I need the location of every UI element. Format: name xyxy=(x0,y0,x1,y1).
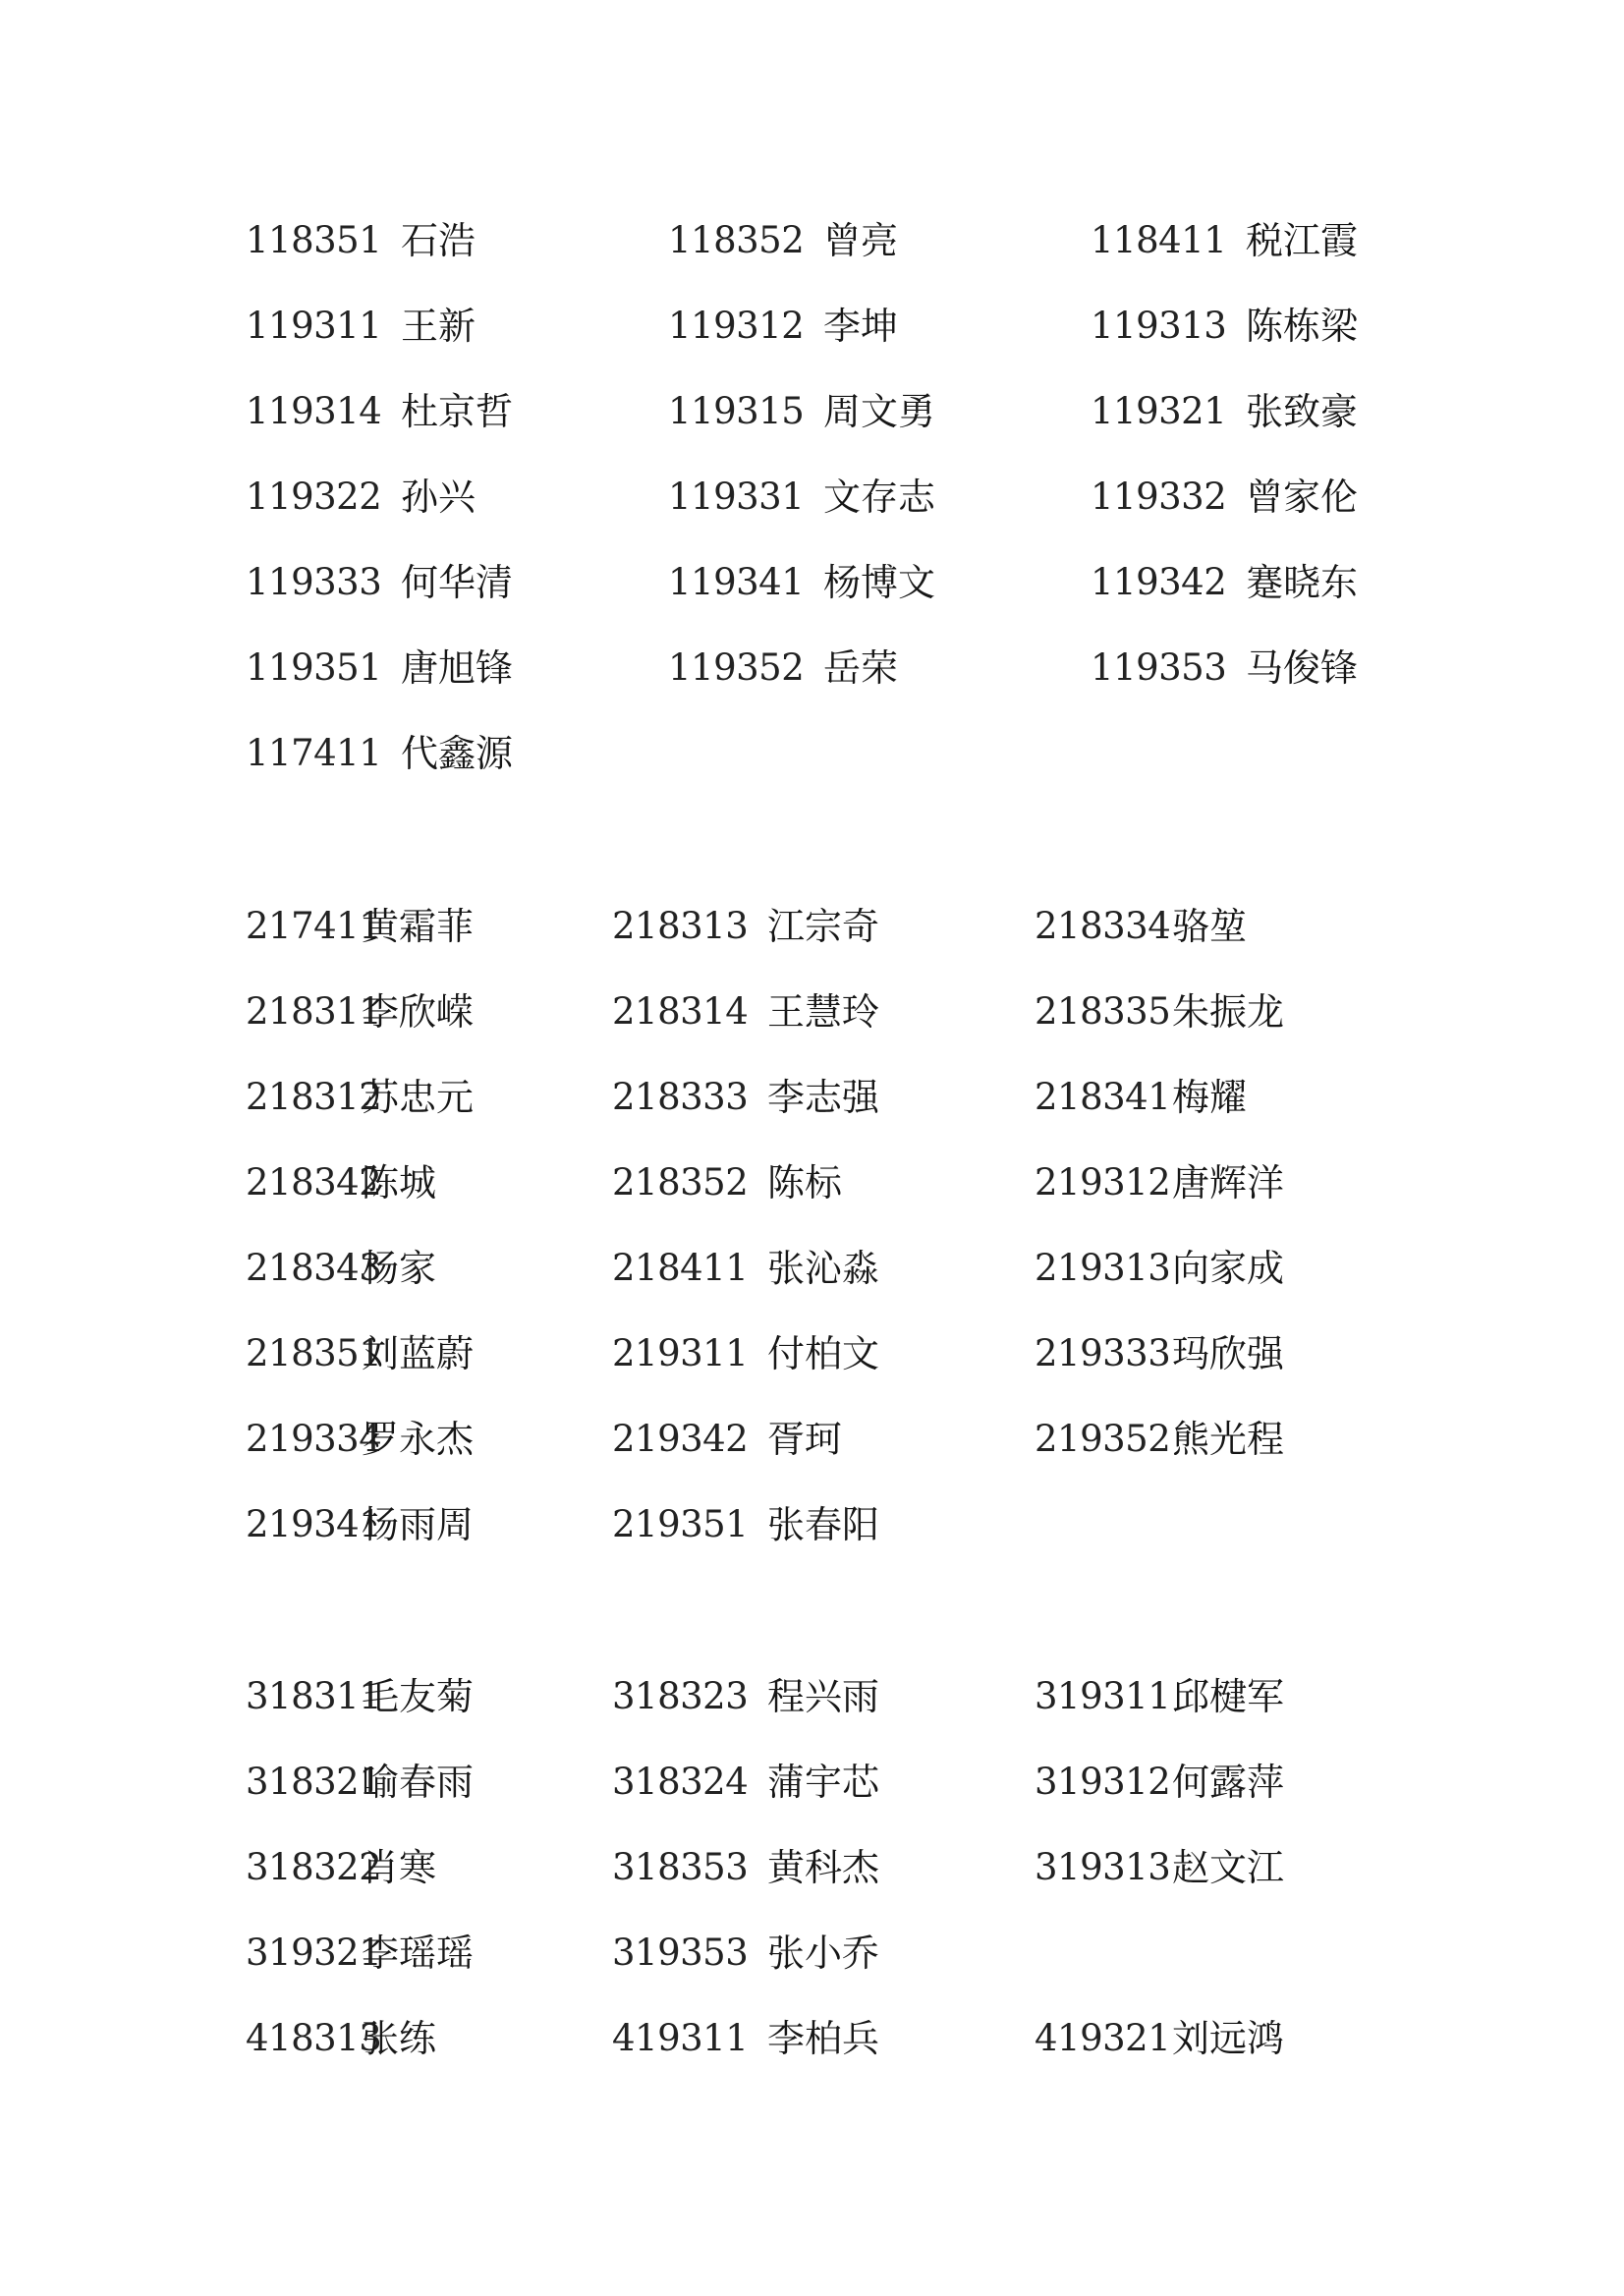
student-name: 张致豪 xyxy=(1246,390,1359,433)
student-code: 119311 xyxy=(246,305,382,347)
student-name: 李瑶瑶 xyxy=(362,1932,475,1975)
student-name: 代鑫源 xyxy=(401,732,514,775)
student-code: 319353 xyxy=(612,1932,749,1974)
student-name: 陈城 xyxy=(362,1161,437,1204)
student-name: 唐旭锋 xyxy=(401,646,514,690)
student-name: 王慧玲 xyxy=(767,990,880,1034)
student-name: 胥珂 xyxy=(767,1418,843,1461)
student-name: 付柏文 xyxy=(767,1332,880,1375)
student-name: 张春阳 xyxy=(767,1503,880,1546)
student-name: 张小乔 xyxy=(767,1932,880,1975)
student-code: 218314 xyxy=(612,990,749,1033)
student-code: 219333 xyxy=(1035,1332,1171,1374)
student-name: 蹇晓东 xyxy=(1246,561,1359,604)
student-name: 陈标 xyxy=(767,1161,843,1204)
student-name: 肖寒 xyxy=(362,1846,437,1889)
student-name: 黄霜菲 xyxy=(362,905,475,948)
student-code: 119322 xyxy=(246,476,382,518)
student-code: 117411 xyxy=(246,732,382,774)
student-name: 刘蓝蔚 xyxy=(362,1332,475,1375)
student-name: 唐辉洋 xyxy=(1172,1161,1285,1204)
student-code: 218335 xyxy=(1035,990,1171,1033)
student-name: 蒲宇芯 xyxy=(767,1761,880,1804)
student-code: 219351 xyxy=(612,1503,749,1545)
student-code: 218411 xyxy=(612,1247,749,1289)
student-name: 刘远鸿 xyxy=(1172,2017,1285,2060)
student-name: 玛欣强 xyxy=(1172,1332,1285,1375)
student-name: 马俊锋 xyxy=(1246,646,1359,690)
student-name: 熊光程 xyxy=(1172,1418,1285,1461)
student-code: 319312 xyxy=(1035,1761,1171,1803)
student-code: 119312 xyxy=(668,305,805,347)
student-code: 118351 xyxy=(246,219,382,261)
student-code: 419321 xyxy=(1035,2017,1171,2059)
student-name: 税江霞 xyxy=(1246,219,1359,262)
student-name: 朱振龙 xyxy=(1172,990,1285,1034)
student-code: 119315 xyxy=(668,390,805,432)
student-code: 119353 xyxy=(1091,646,1227,689)
student-code: 119351 xyxy=(246,646,382,689)
student-code: 419311 xyxy=(612,2017,749,2059)
student-code: 119342 xyxy=(1091,561,1227,603)
student-code: 318321 xyxy=(246,1761,382,1803)
student-code: 119321 xyxy=(1091,390,1227,432)
student-name: 骆堃 xyxy=(1172,905,1248,948)
student-name: 杨雨周 xyxy=(362,1503,475,1546)
student-name: 文存志 xyxy=(823,476,936,519)
student-name: 赵文江 xyxy=(1172,1846,1285,1889)
student-name: 何露萍 xyxy=(1172,1761,1285,1804)
student-code: 118352 xyxy=(668,219,805,261)
student-name: 喻春雨 xyxy=(362,1761,475,1804)
student-code: 318324 xyxy=(612,1761,749,1803)
student-code: 219341 xyxy=(246,1503,382,1545)
student-name: 程兴雨 xyxy=(767,1675,880,1718)
student-name: 苏忠元 xyxy=(362,1076,475,1119)
student-code: 218311 xyxy=(246,990,382,1033)
student-code: 318323 xyxy=(612,1675,749,1717)
student-code: 119341 xyxy=(668,561,805,603)
student-code: 218313 xyxy=(612,905,749,947)
student-code: 218312 xyxy=(246,1076,382,1118)
student-code: 219313 xyxy=(1035,1247,1171,1289)
student-name: 江宗奇 xyxy=(767,905,880,948)
student-code: 219312 xyxy=(1035,1161,1171,1204)
student-code: 119333 xyxy=(246,561,382,603)
student-name: 岳荣 xyxy=(823,646,899,690)
student-code: 119331 xyxy=(668,476,805,518)
student-name: 李志强 xyxy=(767,1076,880,1119)
student-name: 罗永杰 xyxy=(362,1418,475,1461)
student-name: 李柏兵 xyxy=(767,2017,880,2060)
student-code: 219334 xyxy=(246,1418,382,1460)
student-code: 219311 xyxy=(612,1332,749,1374)
student-code: 218341 xyxy=(1035,1076,1171,1118)
student-code: 119313 xyxy=(1091,305,1227,347)
student-name: 梅耀 xyxy=(1172,1076,1248,1119)
student-code: 418313 xyxy=(246,2017,382,2059)
student-name: 黄科杰 xyxy=(767,1846,880,1889)
student-name: 杨博文 xyxy=(823,561,936,604)
student-code: 118411 xyxy=(1091,219,1227,261)
student-name: 李欣嵘 xyxy=(362,990,475,1034)
student-code: 217411 xyxy=(246,905,382,947)
student-code: 119332 xyxy=(1091,476,1227,518)
student-code: 319321 xyxy=(246,1932,382,1974)
student-code: 219352 xyxy=(1035,1418,1171,1460)
student-name: 陈栋梁 xyxy=(1246,305,1359,348)
student-code: 119314 xyxy=(246,390,382,432)
student-name: 杜京哲 xyxy=(401,390,514,433)
student-code: 218342 xyxy=(246,1161,382,1204)
student-code: 218351 xyxy=(246,1332,382,1374)
student-code: 318353 xyxy=(612,1846,749,1888)
student-name: 杨家 xyxy=(362,1247,437,1290)
student-name: 曾家伦 xyxy=(1246,476,1359,519)
student-code: 218352 xyxy=(612,1161,749,1204)
student-code: 319313 xyxy=(1035,1846,1171,1888)
student-name: 石浩 xyxy=(401,219,476,262)
student-name: 王新 xyxy=(401,305,476,348)
student-name: 李坤 xyxy=(823,305,899,348)
student-code: 318311 xyxy=(246,1675,382,1717)
student-name: 邱楗军 xyxy=(1172,1675,1285,1718)
student-code: 218343 xyxy=(246,1247,382,1289)
student-name: 孙兴 xyxy=(401,476,476,519)
student-name: 毛友菊 xyxy=(362,1675,475,1718)
student-name: 周文勇 xyxy=(823,390,936,433)
student-name: 曾亮 xyxy=(823,219,899,262)
student-name: 何华清 xyxy=(401,561,514,604)
student-code: 318322 xyxy=(246,1846,382,1888)
student-code: 218333 xyxy=(612,1076,749,1118)
student-name: 张练 xyxy=(362,2017,437,2060)
student-code: 218334 xyxy=(1035,905,1171,947)
student-code: 219342 xyxy=(612,1418,749,1460)
student-code: 319311 xyxy=(1035,1675,1171,1717)
student-code: 119352 xyxy=(668,646,805,689)
student-name: 张沁淼 xyxy=(767,1247,880,1290)
student-name: 向家成 xyxy=(1172,1247,1285,1290)
